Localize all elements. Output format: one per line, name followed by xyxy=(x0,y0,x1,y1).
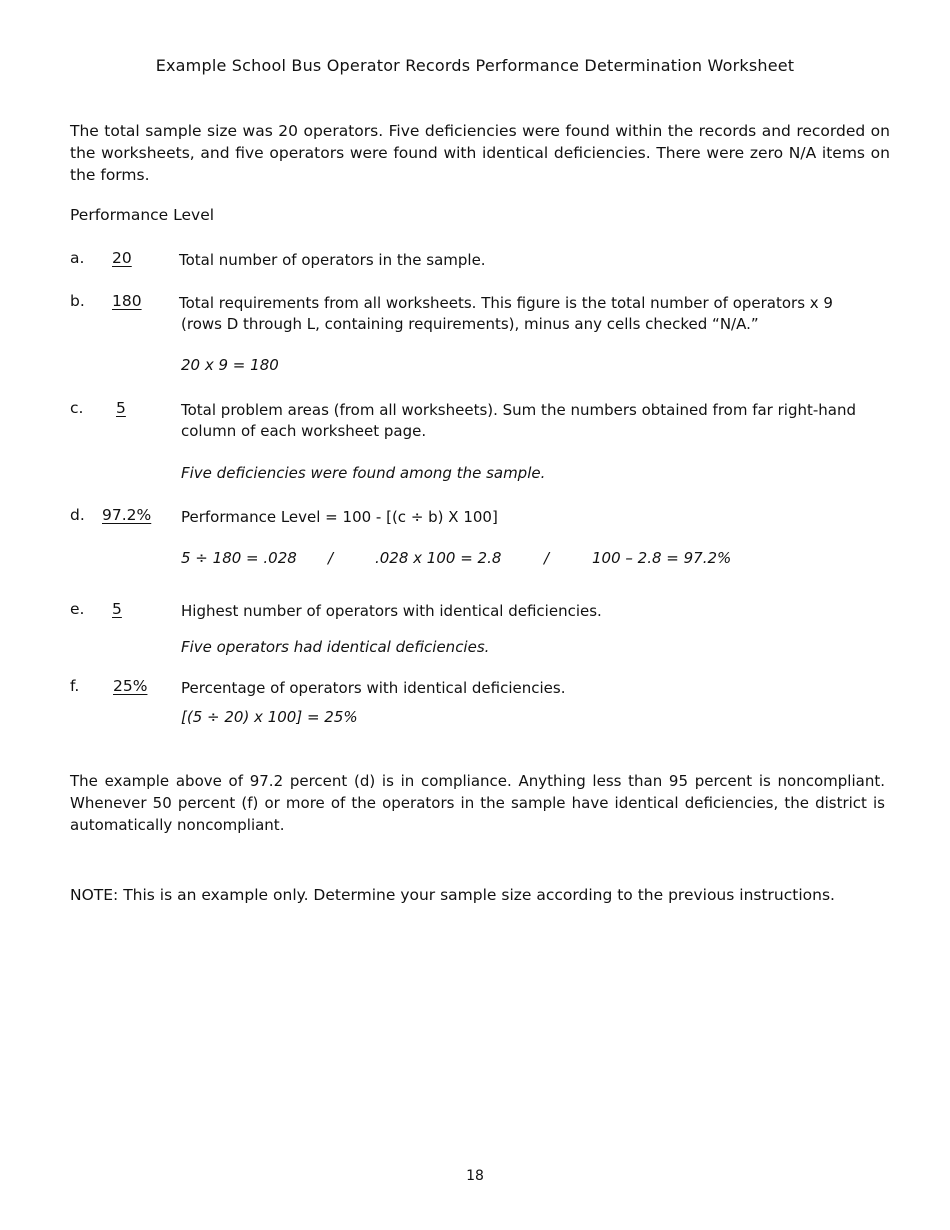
item-example: [(5 ÷ 20) x 100] = 25% xyxy=(181,708,358,726)
item-value: 5 xyxy=(112,600,122,618)
item-value: 25% xyxy=(113,677,148,695)
item-letter: e. xyxy=(70,600,85,618)
item-letter: a. xyxy=(70,249,85,267)
item-value: 97.2% xyxy=(102,506,152,524)
calc-separator: / xyxy=(328,549,334,567)
item-value: 5 xyxy=(116,399,126,417)
item-description: Total number of operators in the sample. xyxy=(179,251,486,269)
item-value: 20 xyxy=(112,249,132,267)
calc-step-1: 5 ÷ 180 = .028 xyxy=(181,549,297,567)
calc-separator: / xyxy=(544,549,550,567)
page-title: Example School Bus Operator Records Performance Determination Worksheet xyxy=(155,56,795,75)
item-letter: b. xyxy=(70,292,85,310)
calc-step-3: 100 – 2.8 = 97.2% xyxy=(592,549,732,567)
item-example: Five operators had identical deficiencies. xyxy=(181,638,490,656)
note: NOTE: This is an example only. Determine your sample size according to the previous instructions. xyxy=(70,886,835,904)
item-description-continued: column of each worksheet page. xyxy=(181,422,427,440)
intro-paragraph: The total sample size was 20 operators. Five deficiencies were found within the records and recorded on the worksheets, and five operators were found with identical deficiencies. There were zero N/A items on the forms. xyxy=(70,122,890,184)
calc-step-2: .028 x 100 = 2.8 xyxy=(375,549,502,567)
item-description: Total requirements from all worksheets. This figure is the total number of operators x 9 xyxy=(179,294,833,312)
item-value: 180 xyxy=(112,292,142,310)
closing-paragraph: The example above of 97.2 percent (d) is in compliance. Anything less than 95 percent is noncompliant. Whenever 50 percent (f) or more of the operators in the sample have identical deficiencies, the district is automatically noncompliant. xyxy=(70,772,885,834)
item-example: 20 x 9 = 180 xyxy=(181,356,279,374)
item-description-continued: (rows D through L, containing requirements), minus any cells checked “N/A.” xyxy=(181,315,759,333)
section-heading: Performance Level xyxy=(70,206,215,224)
item-letter: c. xyxy=(70,399,84,417)
item-description: Percentage of operators with identical deficiencies. xyxy=(181,679,566,697)
item-letter: d. xyxy=(70,506,85,524)
item-description: Performance Level = 100 - [(c ÷ b) X 100] xyxy=(181,508,498,526)
item-description: Total problem areas (from all worksheets). Sum the numbers obtained from far right-hand xyxy=(181,401,856,419)
page-number: 18 xyxy=(466,1168,484,1184)
item-example: Five deficiencies were found among the sample. xyxy=(181,464,546,482)
item-description: Highest number of operators with identical deficiencies. xyxy=(181,602,602,620)
item-letter: f. xyxy=(70,677,80,695)
